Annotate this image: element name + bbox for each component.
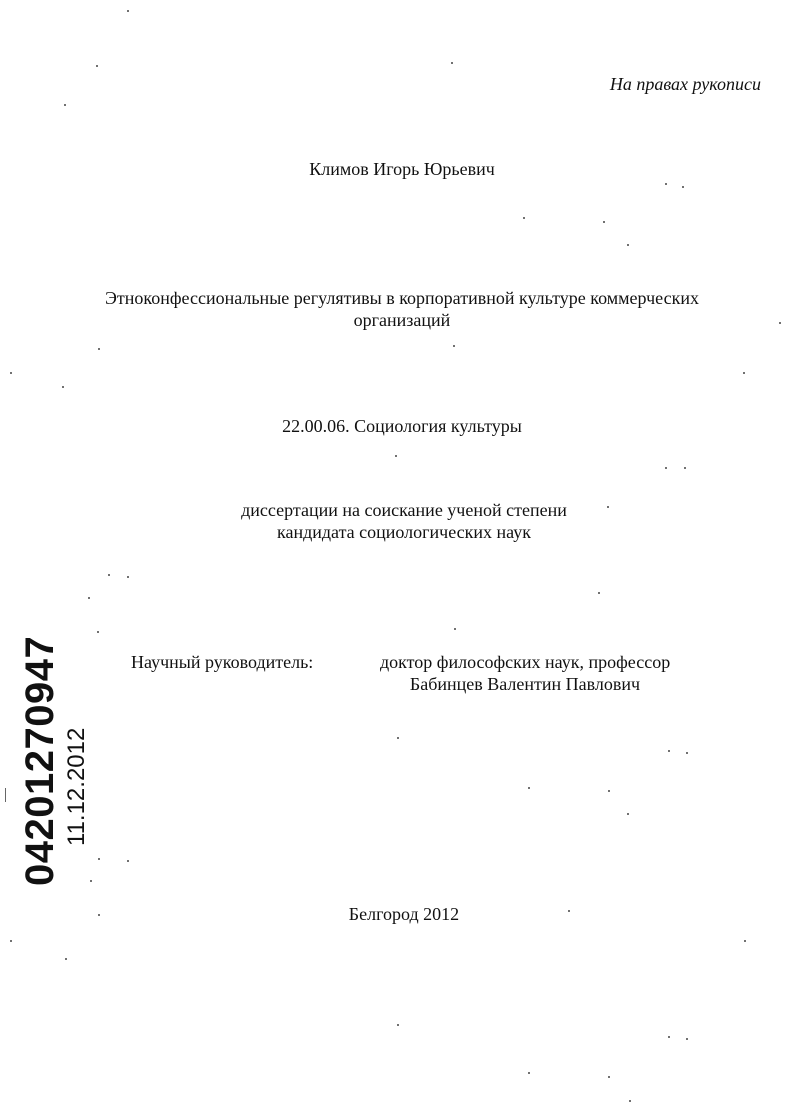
scan-speck <box>88 597 90 599</box>
stamp-date: 11.12.2012 <box>63 727 90 846</box>
scan-speck <box>607 506 609 508</box>
degree-statement <box>0 499 794 543</box>
scan-speck <box>608 790 610 792</box>
dissertation-title <box>0 287 794 331</box>
scan-speck <box>453 345 455 347</box>
scan-speck <box>62 386 64 388</box>
scan-speck <box>682 186 684 188</box>
library-stamp <box>20 636 90 886</box>
scan-speck <box>96 65 98 67</box>
scan-speck <box>127 860 129 862</box>
title-line-2: организаций <box>353 310 451 330</box>
scan-speck <box>397 737 399 739</box>
title-line-1: Этноконфессиональные регулятивы в корпоративной культуре коммерческих <box>105 288 699 308</box>
scan-speck <box>523 217 525 219</box>
manuscript-note: На правах рукописи <box>609 74 761 94</box>
supervisor-label: Научный руководитель: <box>131 652 314 672</box>
scan-speck <box>97 631 99 633</box>
scan-speck <box>528 787 530 789</box>
degree-line-2: кандидата социологических наук <box>277 522 531 542</box>
scan-mark <box>5 788 6 802</box>
scan-speck <box>10 940 12 942</box>
scan-speck <box>98 914 100 916</box>
scan-speck <box>10 372 12 374</box>
scan-speck <box>686 1038 688 1040</box>
scan-speck <box>397 1024 399 1026</box>
scan-speck <box>686 752 688 754</box>
scan-speck <box>665 467 667 469</box>
scan-speck <box>603 221 605 223</box>
city-year: Белгород 2012 <box>348 904 460 924</box>
scan-speck <box>454 628 456 630</box>
scan-speck <box>665 183 667 185</box>
scan-speck <box>608 1076 610 1078</box>
supervisor-name: Бабинцев Валентин Павлович <box>409 674 641 694</box>
supervisor-title: доктор философских наук, профессор <box>380 652 671 672</box>
scan-speck <box>90 880 92 882</box>
scan-speck <box>568 910 570 912</box>
scan-speck <box>98 858 100 860</box>
scan-speck <box>668 1036 670 1038</box>
scan-speck <box>627 813 629 815</box>
scan-speck <box>779 322 781 324</box>
scan-speck <box>668 750 670 752</box>
scan-speck <box>98 348 100 350</box>
scan-speck <box>627 244 629 246</box>
scan-speck <box>65 958 67 960</box>
scan-speck <box>108 574 110 576</box>
scan-speck <box>451 62 453 64</box>
supervisor-info <box>380 651 670 695</box>
scan-speck <box>629 1100 631 1102</box>
scan-speck <box>744 940 746 942</box>
stamp-number: 04201270947 <box>18 635 62 886</box>
degree-line-1: диссертации на соискание ученой степени <box>241 500 567 520</box>
specialty: 22.00.06. Социология культуры <box>282 416 522 436</box>
scan-speck <box>64 104 66 106</box>
scan-speck <box>127 10 129 12</box>
scan-speck <box>528 1072 530 1074</box>
author-name: Климов Игорь Юрьевич <box>309 159 495 179</box>
scan-speck <box>684 467 686 469</box>
scan-speck <box>598 592 600 594</box>
scan-speck <box>395 455 397 457</box>
scan-speck <box>127 576 129 578</box>
scan-speck <box>743 372 745 374</box>
